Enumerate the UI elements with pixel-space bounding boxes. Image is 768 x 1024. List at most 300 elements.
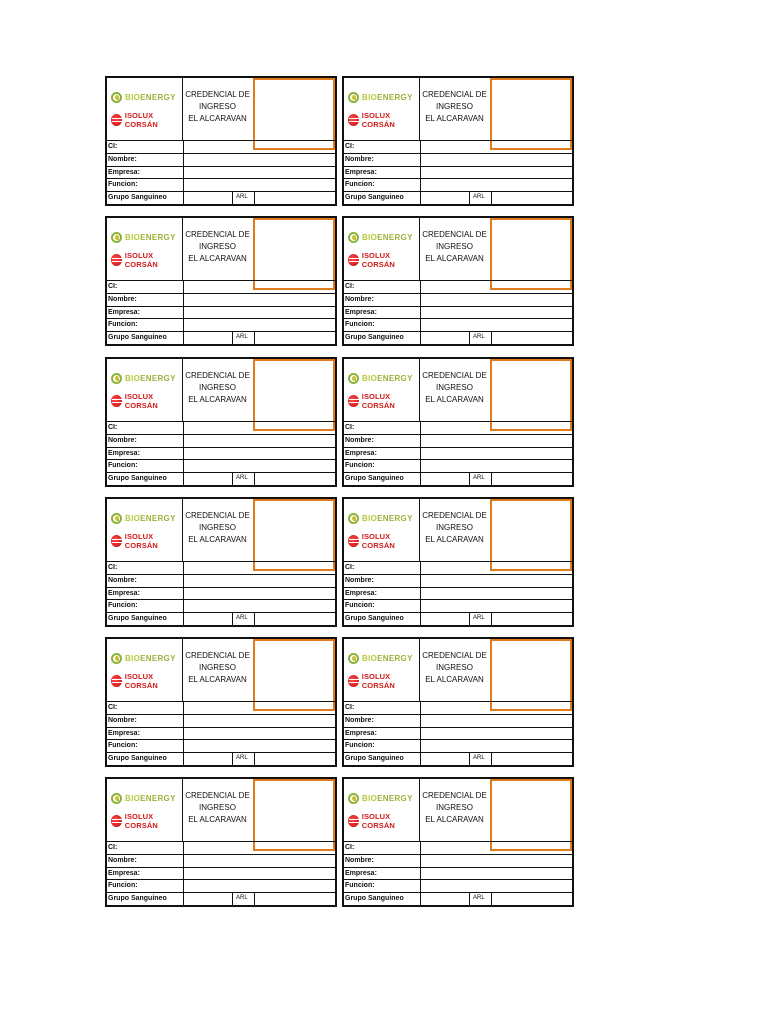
field-row-empresa	[107, 166, 335, 179]
field-row-empresa	[107, 587, 335, 600]
card-fields	[344, 421, 572, 485]
field-label-empresa: Empresa:	[345, 308, 377, 316]
field-row-ci	[107, 140, 335, 153]
field-label-ci: CI:	[345, 844, 355, 851]
field-divider	[420, 715, 421, 727]
field-label-empresa: Empresa:	[108, 449, 140, 457]
field-label-grupo-sanguineo: Grupo Sanguineo	[345, 334, 404, 342]
logo-bio-suffix: ENERGY	[377, 232, 413, 242]
arl-label: ARL	[473, 475, 485, 482]
card-fields	[344, 841, 572, 905]
logos-cell	[107, 639, 183, 701]
credential-card	[105, 777, 337, 907]
field-row-grupo-sanguineo	[107, 752, 335, 765]
field-row-funcion	[107, 879, 335, 892]
logo-bio-suffix: ENERGY	[140, 232, 176, 242]
field-divider	[183, 141, 184, 153]
field-label-grupo-sanguineo: Grupo Sanguineo	[108, 615, 167, 623]
bioenergy-logo	[111, 511, 176, 525]
field-divider	[420, 575, 421, 587]
title-line-2: INGRESO	[199, 102, 236, 111]
title-line-2: INGRESO	[436, 803, 473, 812]
field-label-empresa: Empresa:	[345, 168, 377, 176]
bioenergy-logo	[348, 230, 413, 244]
field-divider	[183, 880, 184, 892]
field-divider	[183, 294, 184, 306]
title-line-3: EL ALCARAVAN	[425, 395, 484, 404]
field-label-grupo-sanguineo: Grupo Sanguineo	[108, 895, 167, 903]
field-row-ci	[344, 421, 572, 434]
field-label-empresa: Empresa:	[108, 589, 140, 597]
field-row-empresa	[107, 867, 335, 880]
isolux-corsan-logo	[348, 672, 419, 690]
field-label-nombre: Nombre:	[108, 155, 137, 163]
field-label-nombre: Nombre:	[108, 576, 137, 584]
field-row-grupo-sanguineo	[107, 612, 335, 625]
title-line-3: EL ALCARAVAN	[425, 254, 484, 263]
title-line-2: INGRESO	[436, 383, 473, 392]
field-divider	[183, 600, 184, 612]
card-fields	[344, 561, 572, 625]
field-divider	[420, 702, 421, 714]
field-divider	[420, 562, 421, 574]
field-row-ci	[344, 841, 572, 854]
field-label-empresa: Empresa:	[345, 869, 377, 877]
field-row-ci	[107, 421, 335, 434]
field-divider	[183, 562, 184, 574]
card-title	[183, 218, 252, 280]
field-label-nombre: Nombre:	[108, 295, 137, 303]
card-header	[344, 499, 572, 561]
field-divider	[420, 855, 421, 867]
card-header	[107, 78, 335, 140]
card-header	[107, 499, 335, 561]
card-fields	[107, 421, 335, 485]
logo-bio-prefix: BIO	[362, 92, 378, 102]
field-divider	[183, 281, 184, 293]
bioenergy-logo-icon	[348, 653, 359, 664]
field-label-ci: CI:	[108, 844, 118, 851]
isolux-corsan-logo	[111, 392, 182, 410]
field-row-ci	[107, 280, 335, 293]
card-title	[420, 359, 489, 421]
card-header	[344, 359, 572, 421]
field-row-empresa	[107, 306, 335, 319]
title-line-1: CREDENCIAL DE	[422, 651, 487, 660]
logos-cell	[107, 499, 183, 561]
field-label-nombre: Nombre:	[108, 436, 137, 444]
arl-label: ARL	[473, 334, 485, 341]
field-row-empresa	[107, 447, 335, 460]
card-title	[420, 218, 489, 280]
field-row-ci	[107, 841, 335, 854]
field-divider	[420, 435, 421, 447]
title-line-2: INGRESO	[199, 523, 236, 532]
logo-bio-prefix: BIO	[125, 232, 141, 242]
field-label-empresa: Empresa:	[345, 589, 377, 597]
field-divider	[183, 307, 184, 319]
card-header	[344, 218, 572, 280]
isolux-logo-text: ISOLUX CORSÁN	[361, 392, 395, 410]
card-header	[107, 639, 335, 701]
isolux-logo-icon	[111, 254, 122, 266]
field-row-ci	[344, 140, 572, 153]
arl-label: ARL	[473, 895, 485, 902]
field-row-nombre	[107, 153, 335, 166]
bioenergy-logo	[348, 511, 413, 525]
field-label-ci: CI:	[108, 424, 118, 431]
bioenergy-logo-icon	[348, 793, 359, 804]
field-row-nombre	[107, 574, 335, 587]
title-line-3: EL ALCARAVAN	[188, 675, 247, 684]
field-label-grupo-sanguineo: Grupo Sanguineo	[345, 895, 404, 903]
title-line-2: INGRESO	[199, 663, 236, 672]
logo-bio-suffix: ENERGY	[140, 653, 176, 663]
isolux-logo-text: ISOLUX CORSÁN	[124, 532, 158, 550]
field-divider	[420, 319, 421, 331]
field-label-nombre: Nombre:	[345, 436, 374, 444]
field-label-funcion: Funcion:	[108, 321, 138, 329]
logo-bio-suffix: ENERGY	[140, 92, 176, 102]
field-row-empresa	[344, 306, 572, 319]
field-label-empresa: Empresa:	[108, 168, 140, 176]
credential-card	[342, 497, 574, 627]
logo-bio-prefix: BIO	[125, 793, 141, 803]
title-line-2: INGRESO	[199, 383, 236, 392]
bioenergy-logo	[348, 651, 413, 665]
title-line-3: EL ALCARAVAN	[188, 114, 247, 123]
field-label-funcion: Funcion:	[345, 321, 375, 329]
isolux-corsan-logo	[348, 812, 419, 830]
field-row-empresa	[344, 447, 572, 460]
isolux-logo-text: ISOLUX CORSÁN	[124, 251, 158, 269]
field-label-funcion: Funcion:	[345, 181, 375, 189]
logo-bio-prefix: BIO	[125, 653, 141, 663]
field-row-nombre	[344, 854, 572, 867]
title-line-2: INGRESO	[436, 523, 473, 532]
bioenergy-logo-icon	[348, 373, 359, 384]
field-row-funcion	[344, 879, 572, 892]
field-label-nombre: Nombre:	[345, 155, 374, 163]
title-line-1: CREDENCIAL DE	[422, 90, 487, 99]
logo-bio-prefix: BIO	[362, 653, 378, 663]
field-divider	[420, 294, 421, 306]
field-label-grupo-sanguineo: Grupo Sanguineo	[108, 194, 167, 202]
field-divider	[183, 893, 184, 905]
card-header	[344, 639, 572, 701]
field-label-grupo-sanguineo: Grupo Sanguineo	[108, 755, 167, 763]
logo-bio-suffix: ENERGY	[377, 513, 413, 523]
bioenergy-logo-icon	[348, 513, 359, 524]
isolux-logo-text: ISOLUX CORSÁN	[124, 111, 158, 129]
field-row-nombre	[344, 293, 572, 306]
logo-bio-prefix: BIO	[125, 373, 141, 383]
field-row-funcion	[107, 178, 335, 191]
field-divider	[420, 179, 421, 191]
title-line-3: EL ALCARAVAN	[425, 535, 484, 544]
logos-cell	[107, 78, 183, 140]
logos-cell	[344, 218, 420, 280]
field-row-nombre	[344, 434, 572, 447]
card-title	[420, 779, 489, 841]
title-line-1: CREDENCIAL DE	[422, 511, 487, 520]
logos-cell	[107, 218, 183, 280]
field-row-funcion	[107, 318, 335, 331]
isolux-corsan-logo	[348, 111, 419, 129]
field-label-grupo-sanguineo: Grupo Sanguineo	[345, 475, 404, 483]
field-label-empresa: Empresa:	[345, 449, 377, 457]
arl-label: ARL	[236, 755, 248, 762]
field-row-nombre	[107, 854, 335, 867]
field-divider	[183, 154, 184, 166]
field-row-grupo-sanguineo	[107, 331, 335, 344]
field-divider	[183, 332, 184, 344]
bioenergy-logo-icon	[111, 793, 122, 804]
arl-label: ARL	[236, 194, 248, 201]
bioenergy-logo-icon	[111, 232, 122, 243]
field-divider	[183, 319, 184, 331]
field-divider	[420, 893, 421, 905]
field-divider	[420, 473, 421, 485]
field-label-ci: CI:	[345, 704, 355, 711]
field-label-ci: CI:	[108, 564, 118, 571]
field-row-empresa	[344, 587, 572, 600]
logo-bio-suffix: ENERGY	[140, 373, 176, 383]
card-fields	[107, 140, 335, 204]
field-row-grupo-sanguineo	[344, 331, 572, 344]
field-divider	[183, 855, 184, 867]
isolux-logo-text: ISOLUX CORSÁN	[361, 812, 395, 830]
credential-card	[342, 216, 574, 346]
isolux-logo-text: ISOLUX CORSÁN	[361, 532, 395, 550]
field-label-empresa: Empresa:	[345, 729, 377, 737]
credential-card	[342, 777, 574, 907]
title-line-1: CREDENCIAL DE	[185, 371, 250, 380]
field-label-funcion: Funcion:	[345, 882, 375, 890]
title-line-2: INGRESO	[436, 242, 473, 251]
bioenergy-logo	[348, 371, 413, 385]
logo-bio-prefix: BIO	[362, 513, 378, 523]
field-divider	[420, 422, 421, 434]
card-fields	[107, 561, 335, 625]
field-row-empresa	[344, 867, 572, 880]
field-row-empresa	[344, 727, 572, 740]
field-divider	[183, 460, 184, 472]
field-divider	[183, 448, 184, 460]
field-divider	[183, 702, 184, 714]
credential-card	[342, 637, 574, 767]
bioenergy-logo-icon	[111, 92, 122, 103]
title-line-1: CREDENCIAL DE	[422, 371, 487, 380]
field-row-grupo-sanguineo	[344, 752, 572, 765]
isolux-logo-icon	[111, 675, 122, 687]
field-divider	[420, 588, 421, 600]
logos-cell	[107, 779, 183, 841]
field-row-grupo-sanguineo	[107, 472, 335, 485]
field-row-grupo-sanguineo	[107, 892, 335, 905]
isolux-corsan-logo	[348, 532, 419, 550]
title-line-2: INGRESO	[436, 663, 473, 672]
card-title	[420, 78, 489, 140]
field-label-ci: CI:	[345, 424, 355, 431]
title-line-1: CREDENCIAL DE	[422, 230, 487, 239]
isolux-logo-icon	[348, 254, 359, 266]
bioenergy-logo	[111, 230, 176, 244]
field-row-ci	[344, 280, 572, 293]
card-title	[183, 359, 252, 421]
card-fields	[107, 841, 335, 905]
logos-cell	[344, 639, 420, 701]
field-divider	[420, 460, 421, 472]
field-divider	[420, 154, 421, 166]
isolux-corsan-logo	[348, 392, 419, 410]
arl-label: ARL	[236, 895, 248, 902]
logo-bio-prefix: BIO	[362, 793, 378, 803]
logo-bio-prefix: BIO	[125, 92, 141, 102]
isolux-corsan-logo	[111, 812, 182, 830]
card-fields	[107, 701, 335, 765]
field-label-grupo-sanguineo: Grupo Sanguineo	[345, 194, 404, 202]
field-divider	[420, 880, 421, 892]
field-label-funcion: Funcion:	[108, 602, 138, 610]
field-label-grupo-sanguineo: Grupo Sanguineo	[108, 334, 167, 342]
logos-cell	[107, 359, 183, 421]
field-row-nombre	[344, 574, 572, 587]
field-label-empresa: Empresa:	[108, 729, 140, 737]
field-divider	[420, 167, 421, 179]
title-line-1: CREDENCIAL DE	[185, 230, 250, 239]
logo-bio-suffix: ENERGY	[377, 373, 413, 383]
field-label-funcion: Funcion:	[345, 462, 375, 470]
bioenergy-logo	[111, 90, 176, 104]
field-label-grupo-sanguineo: Grupo Sanguineo	[345, 755, 404, 763]
field-label-funcion: Funcion:	[108, 181, 138, 189]
bioenergy-logo-icon	[111, 653, 122, 664]
bioenergy-logo-icon	[348, 232, 359, 243]
credential-card	[105, 357, 337, 487]
field-divider	[420, 842, 421, 854]
field-divider	[183, 167, 184, 179]
field-row-grupo-sanguineo	[344, 191, 572, 204]
field-divider	[420, 740, 421, 752]
credential-card	[105, 76, 337, 206]
field-row-funcion	[107, 739, 335, 752]
card-header	[107, 779, 335, 841]
card-header	[344, 78, 572, 140]
field-label-funcion: Funcion:	[345, 742, 375, 750]
field-row-empresa	[107, 727, 335, 740]
isolux-corsan-logo	[111, 111, 182, 129]
field-divider	[420, 868, 421, 880]
field-divider	[183, 575, 184, 587]
field-row-nombre	[107, 714, 335, 727]
field-row-grupo-sanguineo	[107, 191, 335, 204]
logo-bio-suffix: ENERGY	[377, 793, 413, 803]
field-label-ci: CI:	[108, 283, 118, 290]
field-label-nombre: Nombre:	[345, 576, 374, 584]
logo-bio-prefix: BIO	[362, 373, 378, 383]
isolux-logo-icon	[111, 395, 122, 407]
title-line-1: CREDENCIAL DE	[185, 511, 250, 520]
field-label-ci: CI:	[345, 143, 355, 150]
credential-card	[105, 216, 337, 346]
field-row-nombre	[344, 714, 572, 727]
card-title	[183, 779, 252, 841]
title-line-3: EL ALCARAVAN	[188, 815, 247, 824]
isolux-logo-icon	[111, 535, 122, 547]
field-divider	[420, 141, 421, 153]
card-header	[107, 218, 335, 280]
field-row-grupo-sanguineo	[344, 612, 572, 625]
field-label-nombre: Nombre:	[108, 856, 137, 864]
isolux-logo-icon	[111, 815, 122, 827]
field-row-nombre	[344, 153, 572, 166]
logos-cell	[344, 499, 420, 561]
field-row-ci	[107, 701, 335, 714]
title-line-1: CREDENCIAL DE	[185, 90, 250, 99]
card-title	[183, 78, 252, 140]
field-row-ci	[344, 701, 572, 714]
card-header	[107, 359, 335, 421]
credential-card	[342, 76, 574, 206]
field-label-nombre: Nombre:	[345, 716, 374, 724]
title-line-3: EL ALCARAVAN	[188, 254, 247, 263]
title-line-3: EL ALCARAVAN	[188, 395, 247, 404]
isolux-corsan-logo	[348, 251, 419, 269]
field-divider	[183, 422, 184, 434]
isolux-logo-icon	[348, 675, 359, 687]
field-row-funcion	[344, 178, 572, 191]
field-divider	[420, 613, 421, 625]
logo-bio-prefix: BIO	[362, 232, 378, 242]
isolux-logo-text: ISOLUX CORSÁN	[124, 812, 158, 830]
field-divider	[420, 600, 421, 612]
isolux-logo-icon	[111, 114, 122, 126]
credential-card	[105, 497, 337, 627]
field-divider	[420, 728, 421, 740]
field-label-nombre: Nombre:	[345, 295, 374, 303]
title-line-3: EL ALCARAVAN	[188, 535, 247, 544]
logos-cell	[344, 78, 420, 140]
field-label-empresa: Empresa:	[108, 308, 140, 316]
bioenergy-logo-icon	[111, 513, 122, 524]
field-row-empresa	[344, 166, 572, 179]
isolux-corsan-logo	[111, 672, 182, 690]
field-divider	[183, 753, 184, 765]
arl-label: ARL	[236, 615, 248, 622]
field-row-grupo-sanguineo	[344, 472, 572, 485]
field-row-funcion	[344, 459, 572, 472]
title-line-2: INGRESO	[199, 803, 236, 812]
field-label-grupo-sanguineo: Grupo Sanguineo	[345, 615, 404, 623]
isolux-logo-icon	[348, 535, 359, 547]
field-divider	[420, 307, 421, 319]
field-label-nombre: Nombre:	[345, 856, 374, 864]
field-divider	[420, 753, 421, 765]
isolux-logo-icon	[348, 815, 359, 827]
field-label-ci: CI:	[345, 283, 355, 290]
logo-bio-suffix: ENERGY	[377, 653, 413, 663]
logo-bio-suffix: ENERGY	[377, 92, 413, 102]
title-line-2: INGRESO	[199, 242, 236, 251]
field-row-funcion	[344, 599, 572, 612]
field-label-grupo-sanguineo: Grupo Sanguineo	[108, 475, 167, 483]
bioenergy-logo-icon	[111, 373, 122, 384]
bioenergy-logo	[111, 371, 176, 385]
field-label-empresa: Empresa:	[108, 869, 140, 877]
isolux-logo-text: ISOLUX CORSÁN	[361, 672, 395, 690]
field-label-funcion: Funcion:	[108, 462, 138, 470]
